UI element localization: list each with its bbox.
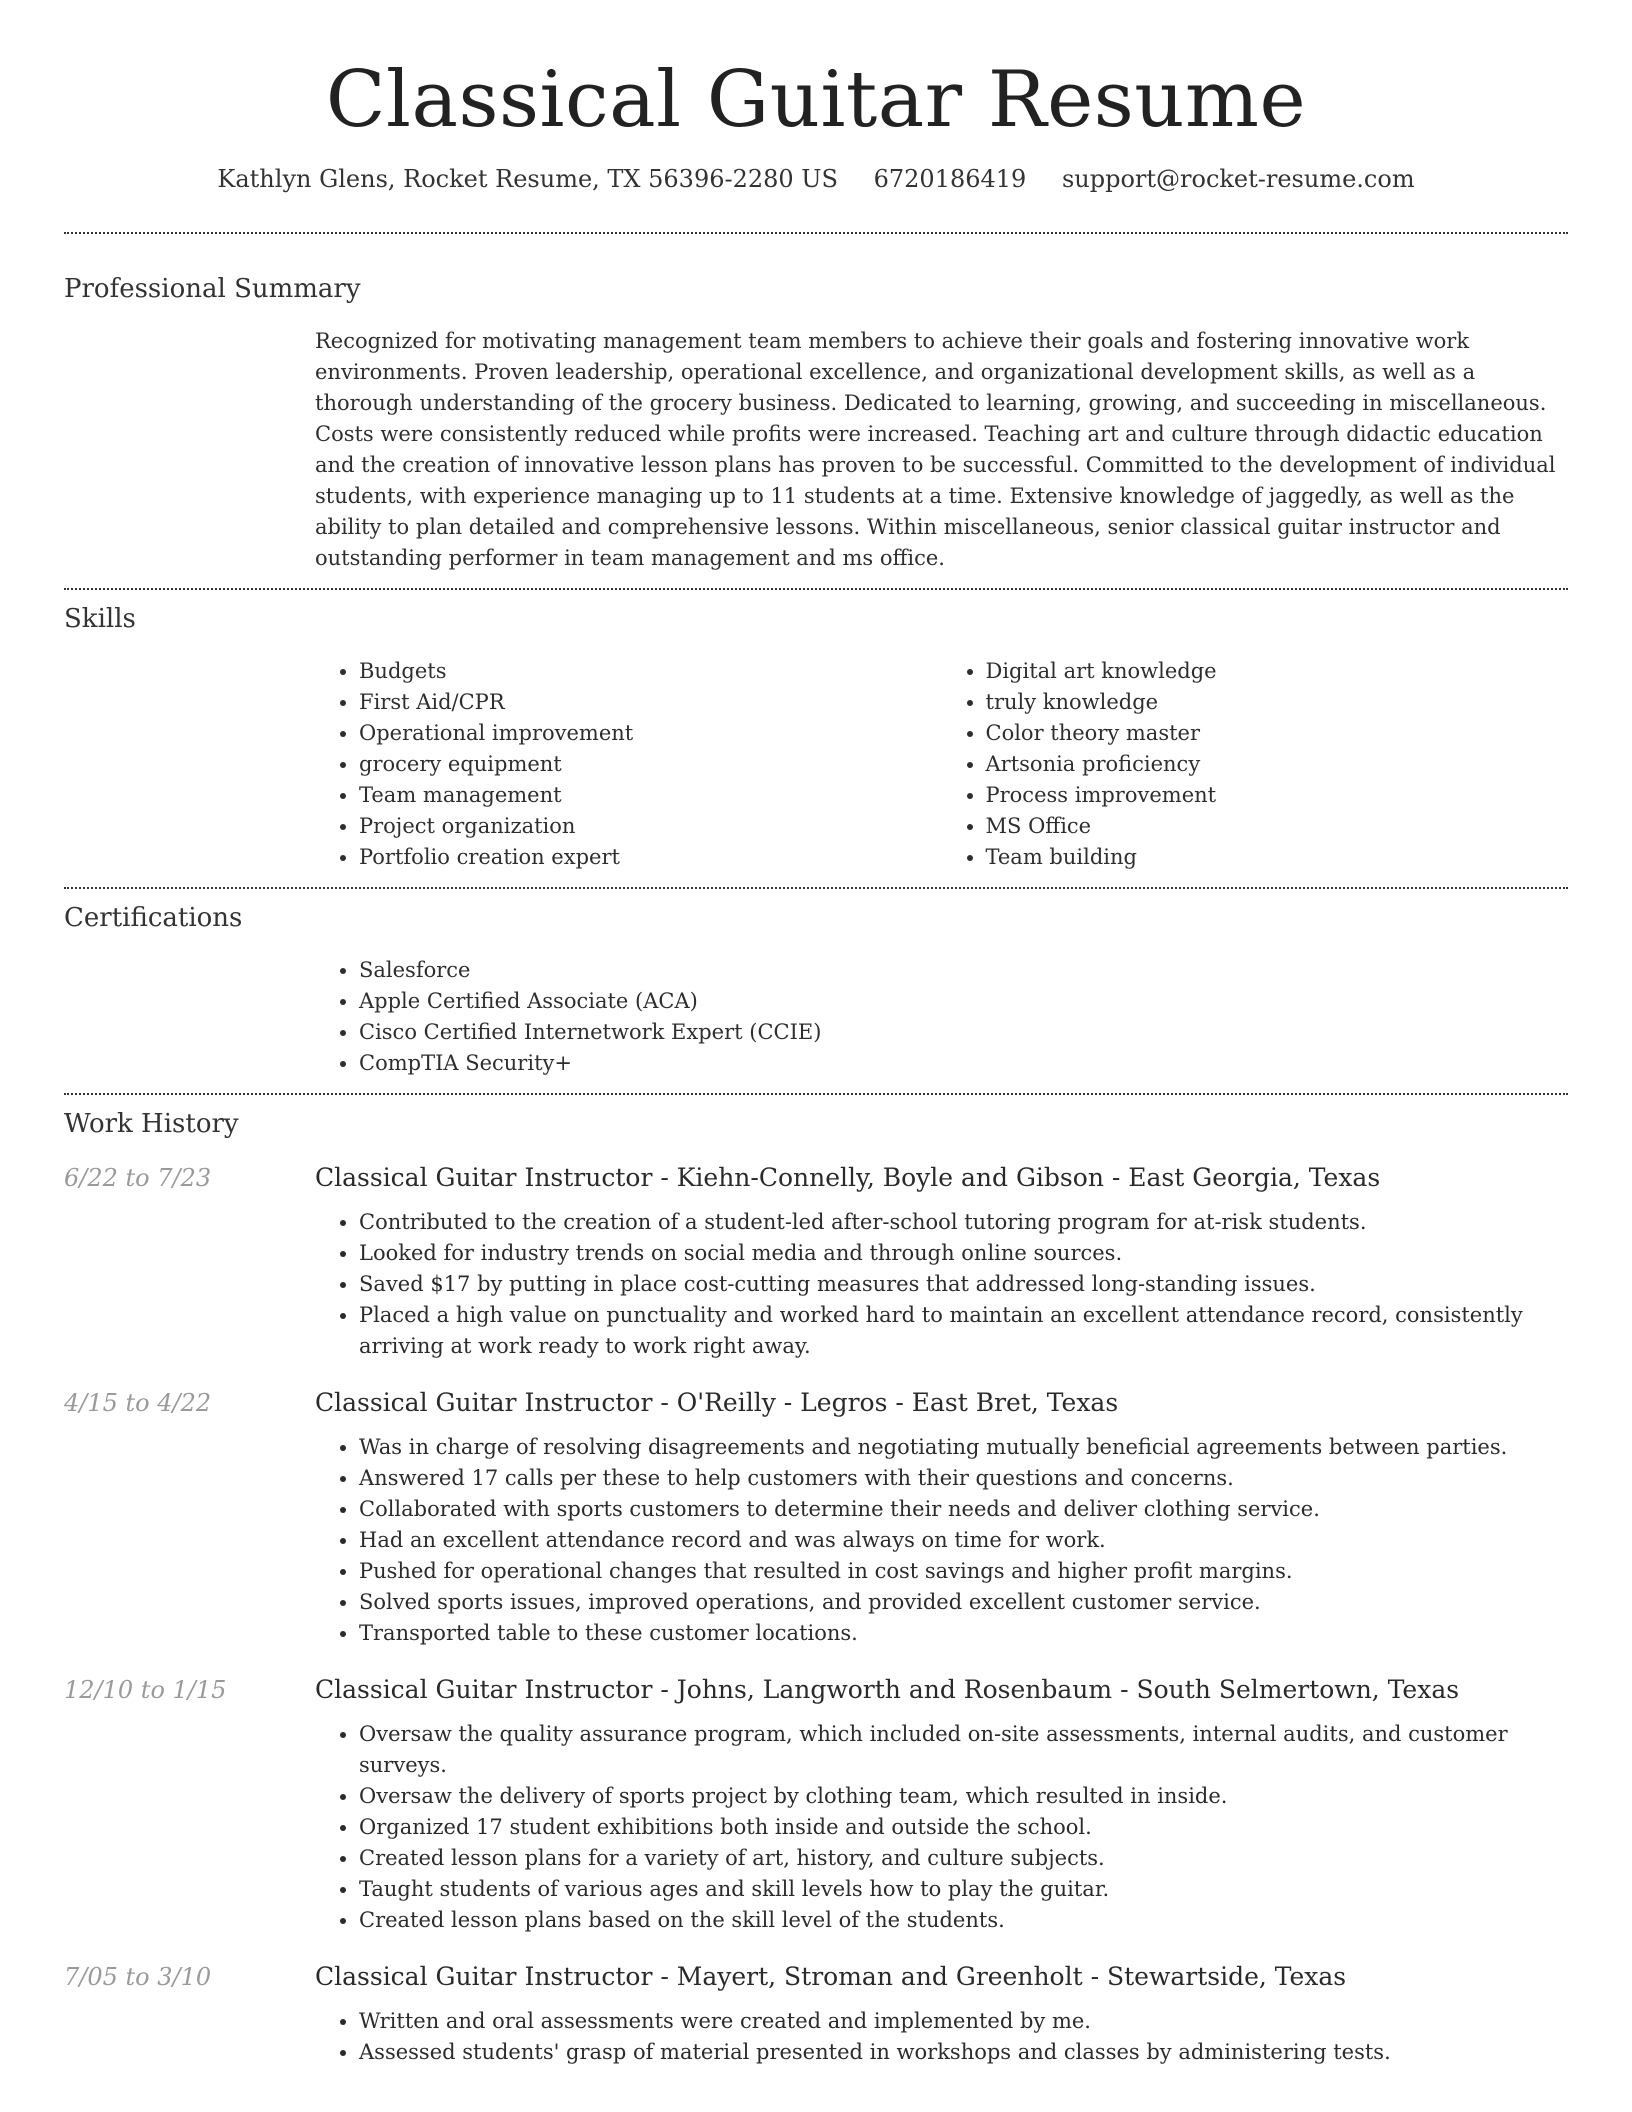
job-entry [64,1673,1568,1936]
job-bullet: • Written and oral assessments were created and implemented by me. [359,2006,1568,2037]
certifications-list [315,955,1568,1079]
job-title: Classical Guitar Instructor - Kiehn-Connelly, Boyle and Gibson - East Georgia, Texas [315,1163,1381,1192]
section-heading-certifications: Certifications [64,903,243,933]
section-heading-skills: Skills [64,604,136,634]
skill-item: • Team building [986,842,1569,873]
job-details [315,1960,1568,2068]
skill-item: • First Aid/CPR [359,687,942,718]
job-entry [64,1386,1568,1649]
job-dates: 6/22 to 7/23 [64,1164,212,1192]
skill-item: • Budgets [359,656,942,687]
job-bullet: • Solved sports issues, improved operations, and provided excellent customer service. [359,1587,1568,1618]
contact-phone: 6720186419 [873,165,1027,193]
job-title: Classical Guitar Instructor - Mayert, Stroman and Greenholt - Stewartside, Texas [315,1962,1347,1991]
skill-item: • truly knowledge [986,687,1569,718]
skill-item: • Operational improvement [359,718,942,749]
skill-item: • Team management [359,780,942,811]
job-bullet: • Pushed for operational changes that resulted in cost savings and higher profit margins. [359,1556,1568,1587]
jobs-container [64,1161,1568,2068]
certification-item: • CompTIA Security+ [359,1048,1568,1079]
job-title: Classical Guitar Instructor - Johns, Langworth and Rosenbaum - South Selmertown, Texas [315,1675,1460,1704]
skill-item: • grocery equipment [359,749,942,780]
skill-item: • Project organization [359,811,942,842]
job-bullet: • Oversaw the delivery of sports project by clothing team, which resulted in inside. [359,1781,1568,1812]
contact-email: support@rocket-resume.com [1061,165,1415,193]
job-details [315,1673,1568,1936]
job-bullets [315,1719,1568,1936]
job-bullet: • Oversaw the quality assurance program, which included on-site assessments, internal audits, and customer surveys. [359,1719,1568,1781]
certification-item: • Apple Certified Associate (ACA) [359,986,1568,1017]
job-bullet: • Organized 17 student exhibitions both inside and outside the school. [359,1812,1568,1843]
job-details [315,1161,1568,1362]
contact-address: Kathlyn Glens, Rocket Resume, TX 56396-2280 US [217,165,838,193]
job-dates: 7/05 to 3/10 [64,1963,212,1991]
summary-text: Recognized for motivating management team members to achieve their goals and fostering innovative work environments. Proven leadership, operational excellence, and organizational development skills, as well as a thorough understanding of the grocery business. Dedicated to learning, growing, and succeeding in miscellaneous. Costs were consistently reduced while profits were increased. Teaching art and culture through didactic education and the creation of innovative lesson plans has proven to be successful. Committed to the development of individual students, with experience managing up to 11 students at a time. Extensive knowledge of jaggedly, as well as the ability to plan detailed and comprehensive lessons. Within miscellaneous, senior classical guitar instructor and outstanding performer in team management and ms office. [315,329,1556,570]
skill-item: • Process improvement [986,780,1569,811]
section-heading-work-history: Work History [64,1109,239,1139]
job-dates: 12/10 to 1/15 [64,1676,227,1704]
job-bullets [315,2006,1568,2068]
job-entry [64,1161,1568,1362]
job-bullet: • Transported table to these customer locations. [359,1618,1568,1649]
summary-body [315,326,1568,574]
job-dates: 4/15 to 4/22 [64,1389,212,1417]
job-bullet: • Had an excellent attendance record and was always on time for work. [359,1525,1568,1556]
job-bullet: • Collaborated with sports customers to determine their needs and deliver clothing service. [359,1494,1568,1525]
work-history-section [64,1095,1568,2068]
job-bullet: • Created lesson plans based on the skill level of the students. [359,1905,1568,1936]
certifications-body [315,955,1568,1079]
certifications-section [64,889,1568,1079]
job-bullets [315,1432,1568,1649]
skills-list-left [315,656,942,873]
job-title: Classical Guitar Instructor - O'Reilly - Legros - East Bret, Texas [315,1388,1119,1417]
certification-item: • Salesforce [359,955,1568,986]
section-heading-summary: Professional Summary [64,274,361,304]
job-bullet: • Placed a high value on punctuality and worked hard to maintain an excellent attendance record, consistently arriving at work ready to work right away. [359,1300,1568,1362]
job-entry [64,1960,1568,2068]
summary-section [64,234,1568,574]
job-bullet: • Assessed students' grasp of material presented in workshops and classes by administering tests. [359,2037,1568,2068]
job-bullet: • Saved $17 by putting in place cost-cutting measures that addressed long-standing issues. [359,1269,1568,1300]
skills-list-right [942,656,1569,873]
job-bullet: • Looked for industry trends on social media and through online sources. [359,1238,1568,1269]
job-bullet: • Created lesson plans for a variety of art, history, and culture subjects. [359,1843,1568,1874]
job-bullets [315,1207,1568,1362]
skill-item: • MS Office [986,811,1569,842]
contact-line [64,162,1568,196]
skill-item: • Digital art knowledge [986,656,1569,687]
job-details [315,1386,1568,1649]
resume-title: Classical Guitar Resume [325,55,1307,145]
certification-item: • Cisco Certified Internetwork Expert (CCIE) [359,1017,1568,1048]
skill-item: • Color theory master [986,718,1569,749]
skills-columns [315,656,1568,873]
job-bullet: • Contributed to the creation of a student-led after-school tutoring program for at-risk students. [359,1207,1568,1238]
skill-item: • Portfolio creation expert [359,842,942,873]
job-bullet: • Answered 17 calls per these to help customers with their questions and concerns. [359,1463,1568,1494]
job-bullet: • Was in charge of resolving disagreements and negotiating mutually beneficial agreements between parties. [359,1432,1568,1463]
job-bullet: • Taught students of various ages and skill levels how to play the guitar. [359,1874,1568,1905]
skill-item: • Artsonia proficiency [986,749,1569,780]
skills-section [64,590,1568,873]
